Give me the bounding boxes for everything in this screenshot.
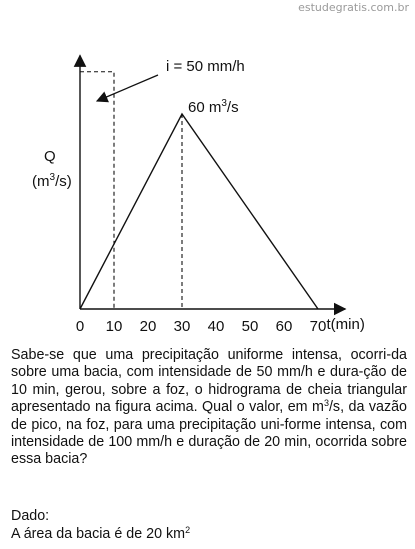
intensity-annotation: i = 50 mm/h — [166, 58, 245, 75]
intensity-pointer-arrow — [97, 75, 158, 101]
y-axis-label: Q — [44, 148, 56, 165]
x-tick-label: 20 — [139, 318, 157, 335]
given-text: A área da bacia é de 20 $km^2$ — [11, 525, 191, 542]
x-tick-label: 60 — [275, 318, 293, 335]
x-tick-label: 40 — [207, 318, 225, 335]
x-tick-label: 10 — [105, 318, 123, 335]
x-axis-label: t(min) — [326, 316, 365, 333]
given-title: Dado: — [11, 508, 50, 524]
x-tick-labels — [76, 318, 327, 335]
question-text: Sabe-se que uma precipitação uniforme intensa, ocorri-da sobre uma bacia, com intensidade de 50 mm/h e dura-ção de 10 min, gerou, sobre a foz, o hidrograma de cheia triangular apresentado na figura acima. Qual o valor, em $m^3/s$, da vazão de pico, na foz, para uma precipitação uni-forme intensa, com intensidade de 100 mm/h e duração de 20 min, ocorrida sobre essa bacia? — [11, 347, 407, 468]
watermark: estudegratis.com.br — [298, 1, 409, 14]
y-axis-unit: $(m^3/s)$ — [32, 172, 72, 190]
rain-block-dashed — [80, 72, 114, 309]
x-tick-label: 70 — [309, 318, 327, 335]
x-tick-label: 0 — [75, 318, 85, 335]
peak-annotation: 60 $m^3/s$ — [188, 98, 239, 116]
hydrograph-series-line — [80, 114, 318, 309]
x-tick-label: 30 — [173, 318, 191, 335]
x-tick-label: 50 — [241, 318, 259, 335]
